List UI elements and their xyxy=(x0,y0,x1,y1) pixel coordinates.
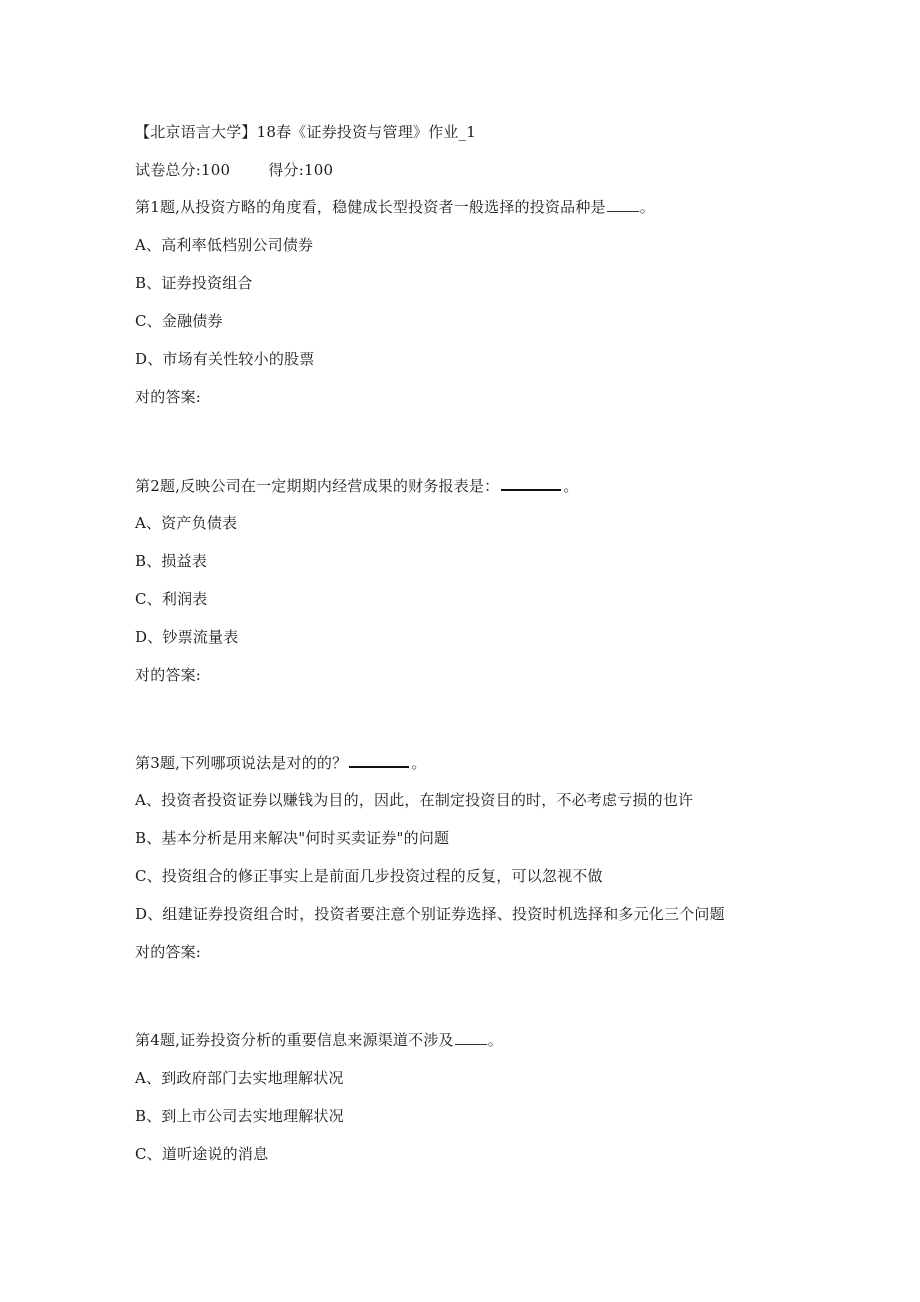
question-1-prompt: 第1题,从投资方略的角度看，稳健成长型投资者一般选择的投资品种是 。 xyxy=(135,198,655,216)
question-1-option-a: A、高利率低档别公司债券 xyxy=(135,236,314,254)
question-1-answer-label: 对的答案: xyxy=(135,388,202,406)
question-4-option-b: B、到上市公司去实地理解状况 xyxy=(135,1107,344,1125)
question-2-option-a: A、资产负债表 xyxy=(135,514,238,532)
question-1-option-d: D、市场有关性较小的股票 xyxy=(135,350,315,368)
question-3-prompt: 第3题,下列哪项说法是对的的？ 。 xyxy=(135,754,427,772)
question-4-option-a: A、到政府部门去实地理解状况 xyxy=(135,1069,344,1087)
question-4-prompt: 第4题,证券投资分析的重要信息来源渠道不涉及 。 xyxy=(135,1031,503,1049)
question-2-option-c: C、利润表 xyxy=(135,590,208,608)
question-1-option-b: B、证券投资组合 xyxy=(135,274,253,292)
answer-blank xyxy=(607,197,639,212)
question-4-option-c: C、道听途说的消息 xyxy=(135,1145,269,1163)
document-title: 【北京语言大学】18春《证券投资与管理》作业_1 xyxy=(135,123,476,141)
question-3-answer-label: 对的答案: xyxy=(135,943,202,961)
total-score: 试卷总分:100 xyxy=(135,161,231,179)
answer-blank xyxy=(501,475,561,491)
answer-blank xyxy=(349,752,409,768)
obtained-score: 得分:100 xyxy=(268,161,334,179)
score-summary xyxy=(135,160,333,180)
answer-blank xyxy=(455,1030,487,1045)
question-3-option-b: B、基本分析是用来解决"何时买卖证券"的问题 xyxy=(135,829,450,847)
question-2-prompt: 第2题,反映公司在一定期期内经营成果的财务报表是： 。 xyxy=(135,477,579,495)
question-2-option-b: B、损益表 xyxy=(135,552,208,570)
question-3-option-c: C、投资组合的修正事实上是前面几步投资过程的反复，可以忽视不做 xyxy=(135,867,603,885)
question-3-option-a: A、投资者投资证券以赚钱为目的，因此，在制定投资目的时，不必考虑亏损的也许 xyxy=(135,791,694,809)
question-1-option-c: C、金融债券 xyxy=(135,312,223,330)
question-2-answer-label: 对的答案: xyxy=(135,666,202,684)
question-2-option-d: D、钞票流量表 xyxy=(135,628,239,646)
question-3-option-d: D、组建证券投资组合时，投资者要注意个别证券选择、投资时机选择和多元化三个问题 xyxy=(135,905,725,923)
